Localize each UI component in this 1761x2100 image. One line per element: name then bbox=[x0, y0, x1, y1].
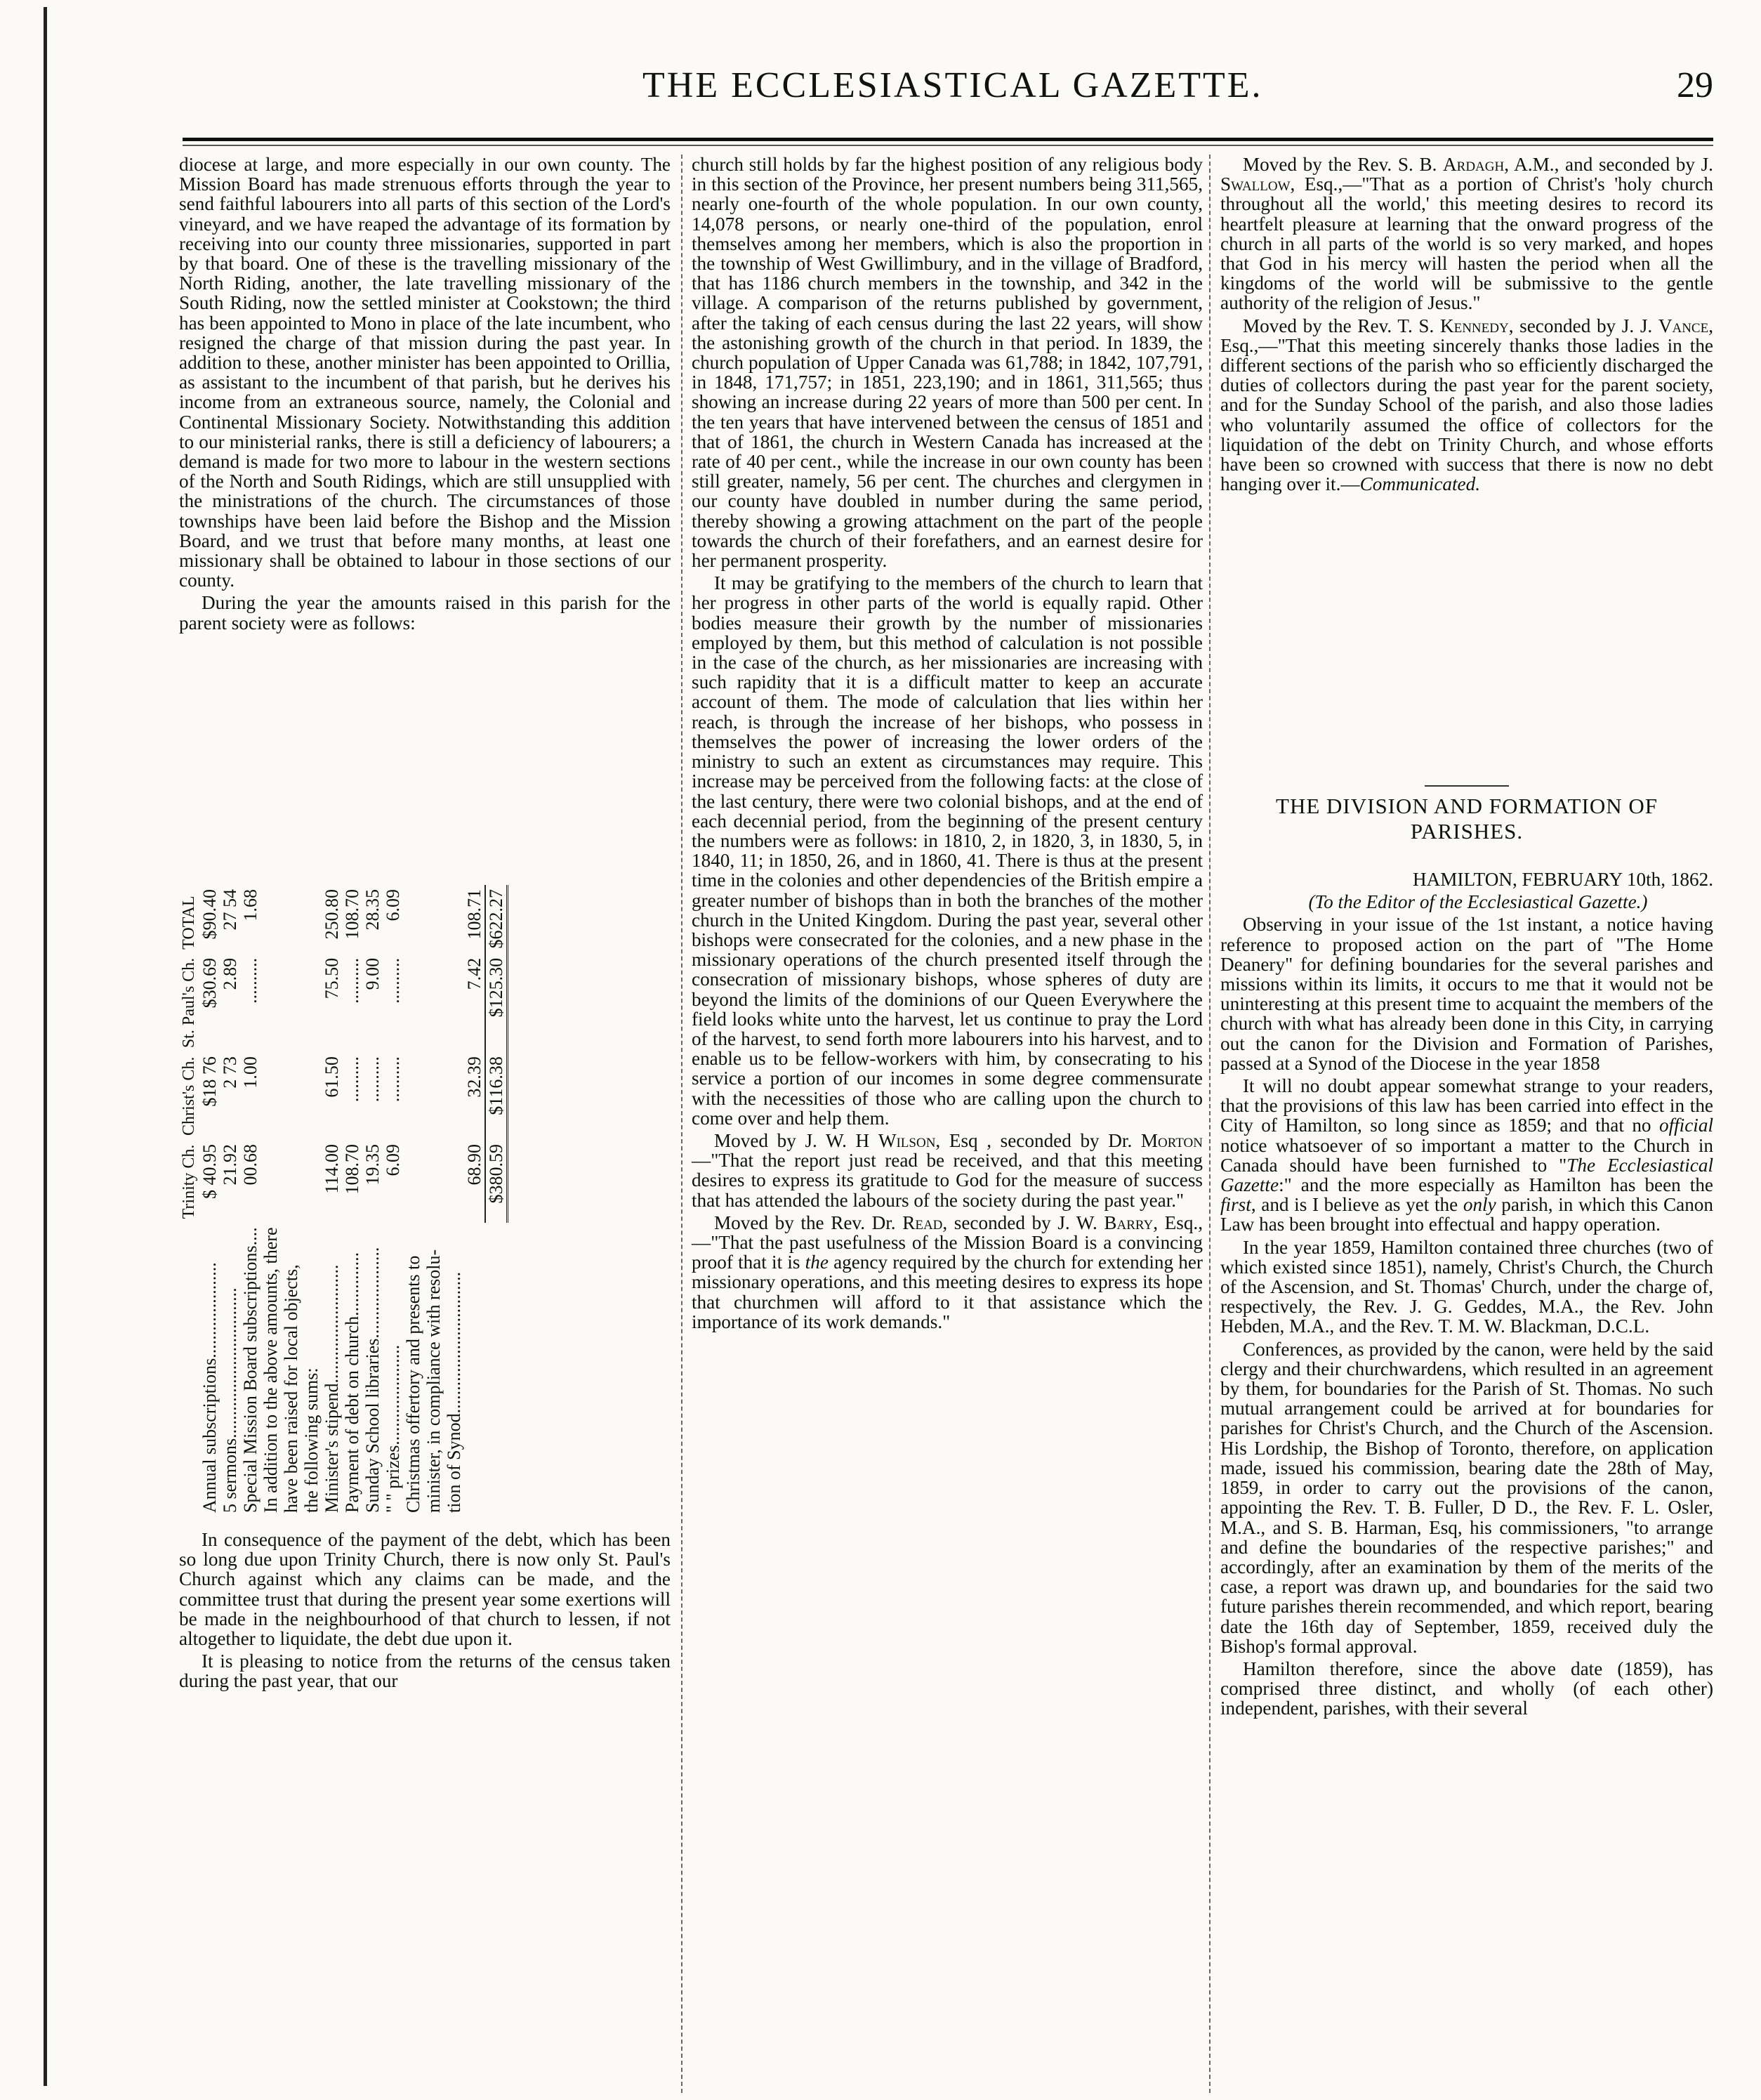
column-separator bbox=[681, 155, 682, 2093]
table-row bbox=[301, 885, 322, 1517]
cell: 6.09 bbox=[383, 1143, 403, 1176]
table-header: Christ's Ch. bbox=[180, 1056, 198, 1136]
running-title: THE ECCLESIASTICAL GAZETTE. bbox=[642, 65, 1263, 105]
section-title: THE DIVISION AND FORMATION OF PARISHES. bbox=[1276, 794, 1658, 844]
cell bbox=[403, 1052, 423, 1140]
row-label: tion of Synod............................... bbox=[444, 1271, 464, 1513]
total-cell: $125.30 bbox=[485, 954, 508, 1052]
paragraph: diocese at large, and more especially in our own county. The Mission Board has made strenuous efforts through the year to send faithful labourers into all parts of this section of the Lord's vineyard, and we have reaped the advantage of its formation by receiving into our county three missionaries, supported in part by that board. One of these is the travelling missionary of the North Riding, another, the late travelling missionary of the South Riding, now the settled minister at Cookstown; the third has been appointed to Mono in place of the late incumbent, who resigned the charge of that mission during the past year. In addition to these, another minister has been appointed to Orillia, as assistant to the incumbent of that parish, but he derives his income from an extraneous source, namely, the Colonial and Continental Missionary Society. Notwithstanding this addition to our ministerial ranks, there is still a deficiency of labourers; a demand is made for two more to labour in the western sections of the North and South Ridings, which are still unsupplied with the ministrations of the church. The circumstances of those townships have been laid before the Bishop and the Mission Board, and we trust that before many months, at least one missionary shall be obtained to labour in those sections of our county. bbox=[179, 154, 671, 591]
table-row bbox=[464, 885, 485, 1517]
row-label: Sunday School libraries.................... bbox=[362, 1247, 383, 1513]
column-separator bbox=[1209, 155, 1211, 2093]
cell: 61.50 bbox=[322, 1056, 342, 1098]
cell: 32.39 bbox=[464, 1056, 484, 1098]
row-label: the following sums: bbox=[301, 1367, 322, 1513]
row-label: Payment of debt on church.............. bbox=[342, 1252, 362, 1513]
table-header: St. Paul's Ch. bbox=[180, 957, 198, 1049]
cell: $90.40 bbox=[199, 889, 220, 940]
cell bbox=[403, 1140, 423, 1223]
cell: 27 54 bbox=[220, 889, 240, 931]
total-cell: $116.38 bbox=[485, 1052, 508, 1140]
total-cell: $380.59 bbox=[485, 1140, 508, 1223]
row-label: have been raised for local objects, bbox=[281, 1264, 301, 1513]
cell: 21.92 bbox=[220, 1143, 240, 1186]
cell: .......... bbox=[383, 957, 403, 1004]
cell: .......... bbox=[362, 1056, 383, 1103]
cell: 19.35 bbox=[362, 1143, 383, 1186]
row-label: 5 sermons................................. bbox=[220, 1287, 240, 1513]
dateline: HAMILTON, FEBRUARY 10th, 1862. bbox=[1412, 869, 1713, 890]
subscriptions-table bbox=[179, 885, 671, 1517]
cell: 00.68 bbox=[240, 1143, 260, 1186]
page-header bbox=[183, 65, 1713, 114]
paragraph: In consequence of the payment of the debt, which has been so long due upon Trinity Church, there is now only St. Paul's Church against which any claims can be made, and the committee trust that during the present year some exertions will be made in the neighbourhood of that church to lessen, if not altogether to liquidate, the debt due upon it. bbox=[179, 1529, 671, 1650]
paragraph: It will no doubt appear somewhat strange to your readers, that the provisions of this law has been carried into effect in the City of Hamilton, so long since as 1859; and that no official notice whatsoever of so important a matter to the Church in Canada should have been furnished to "The Ecclesiastical Gazette:" and the more especially as Hamilton has been the first, and is I believe as yet the only parish, in which this Canon Law has been brought into effectual and happy operation. bbox=[1220, 1075, 1713, 1235]
cell: 28.35 bbox=[362, 889, 383, 931]
table-row bbox=[444, 885, 464, 1517]
cell bbox=[403, 954, 423, 1052]
table-row bbox=[260, 885, 281, 1517]
row-label: In addition to the above amounts, there bbox=[260, 1227, 281, 1513]
paragraph: It may be gratifying to the members of the church to learn that her progress in other parts of the world is equally rapid. Other bodies measure their growth by the number of missionaries employed by them, but this method of calculation is not possible in the case of the church, as her missionaries are increasing with such rapidity that it is a difficult matter to keep an accurate account of them. The mode of calculation that lies within her reach, is through the increase of her bishops, who possess in themselves the power of increasing the lower orders of the ministry to such an extent as circumstances may require. This increase may be perceived from the following facts: at the close of the last century, there were two colonial bishops, and at the end of each decennial period, from the beginning of the present century the numbers were as follows: in 1810, 2, in 1820, 3, in 1830, 5, in 1840, 11; in 1850, 26, and in 1860, 41. There is thus at the present time in the colonies and other dependencies of the British empire a greater number of bishops than in both the branches of the mother church in the United Kingdom. During the past year, several other bishops were consecrated for the colonies, and a new phase in the missionary operations of the church presented itself through the consecration of missionary bishops, whose spheres of duty are beyond the limits of the dominions of our Queen Everywhere the field looks white unto the harvest, let us continue to pray the Lord of the harvest, to send forth more labourers into his harvest, and to enable us to be fellow-workers with him, by consecrating to his service a portion of our incomes in some degree commensurate with the necessities of those who are calling upon the church to come over and help them. bbox=[692, 572, 1203, 1129]
column-1 bbox=[179, 155, 671, 636]
cell bbox=[403, 885, 423, 954]
cell: 108.70 bbox=[342, 1143, 362, 1195]
cell: 2.89 bbox=[220, 957, 240, 990]
table-header: Trinity Ch. bbox=[180, 1144, 198, 1219]
table-row bbox=[281, 885, 301, 1517]
cell: .......... bbox=[240, 957, 260, 1004]
paragraph: Moved by the Rev. S. B. Ardagh, A.M., and seconded by J. Swallow, Esq.,—"That as a portion of Christ's 'holy church throughout all the world,' this meeting desires to record its heartfelt pleasure at learning that the onward progress of the church in all parts of the world is so very marked, and hopes that God in his mercy will hasten the period when all the kingdoms of the world will be submissive to the gentle authority of the religion of Jesus." bbox=[1220, 154, 1713, 314]
row-label: Special Mission Board subscriptions.... bbox=[240, 1227, 260, 1513]
table-row bbox=[322, 885, 342, 1517]
table-row bbox=[342, 885, 362, 1517]
column-2 bbox=[692, 155, 1203, 1334]
cell: 2 73 bbox=[220, 1056, 240, 1089]
cell: .......... bbox=[383, 1056, 403, 1103]
cell: $18 76 bbox=[199, 1056, 220, 1107]
paragraph: Hamilton therefore, since the above date (1859), has comprised three distinct, and wholly (of each other) independent, parishes, with their several bbox=[1220, 1658, 1713, 1719]
cell: .......... bbox=[342, 1056, 362, 1103]
paragraph: Moved by the Rev. T. S. Kennedy, seconded by J. J. Vance, Esq.,—"That this meeting sincerely thanks those ladies in the different sections of the parish who so efficiently discharged the duties of collectors during the past year for the parent society, and for the Sunday School of the parish, and also those ladies who voluntarily assumed the office of collectors for the liquidation of the debt on Trinity Church, and whose efforts have been so crowned with success that there is now no debt hanging over it.—Communicated. bbox=[1220, 315, 1714, 495]
row-label: Minister's stipend.......................... bbox=[322, 1264, 342, 1513]
table-row bbox=[220, 885, 240, 1517]
row-label bbox=[464, 1223, 485, 1517]
cell: $ 40.95 bbox=[199, 1143, 220, 1199]
paragraph: Moved by J. W. H Wilson, Esq , seconded by Dr. Morton—"That the report just read be received, and that this meeting desires to express its gratitude to God for the measure of success that has attended the labours of the society during the past year." bbox=[692, 1129, 1203, 1211]
cell: .......... bbox=[342, 957, 362, 1004]
cell: 9.00 bbox=[362, 957, 383, 990]
cell: $30.69 bbox=[199, 957, 220, 1009]
table-header-blank bbox=[179, 1223, 199, 1517]
table-row-total bbox=[485, 885, 508, 1517]
column-3 bbox=[1220, 155, 1713, 497]
table-row bbox=[423, 885, 444, 1517]
paragraph: church still holds by far the highest position of any religious body in this section of the Province, her present numbers being 311,565, nearly one-fourth of the whole population. In our own county, 14,078 persons, or nearly one-third of the population, enrol themselves among her members, which is also the proportion in the township of West Gwillimbury, and in the village of Bradford, that has 1186 church members in the township, and 342 in the village. A comparison of the returns published by government, after the taking of each census during the last 22 years, will show the astonishing growth of the church in that period. In 1839, the church population of Upper Canada was 61,788; in 1842, 107,791, in 1848, 171,757; in 1851, 223,190; and in 1861, 311,565; thus showing an increase during 22 years of more than 500 per cent. In the ten years that have intervened between the census of 1851 and that of 1861, the church in Western Canada has increased at the rate of 40 per cent., while the increase in our own county has been still greater, namely, 56 per cent. The churches and clergymen in our county have doubled in number during the same period, thereby showing a growing attachment on the part of the people towards the church of their forefathers, and an earnest desire for her permanent prosperity. bbox=[692, 154, 1203, 572]
cell: 68.90 bbox=[464, 1143, 484, 1186]
table-row bbox=[403, 885, 423, 1517]
section-rule bbox=[1425, 785, 1509, 787]
column-1-lower bbox=[179, 1530, 671, 1694]
cell: 1.68 bbox=[240, 889, 260, 921]
paragraph: In the year 1859, Hamilton contained three churches (two of which existed since 1851), namely, Christ's Church, the Church of the Ascension, and St. Thomas' Church, under the charge of, respectively, the Rev. J. G. Geddes, M.A., the Rev. John Hebden, M.A., and the Rev. T. M. W. Blackman, D.C.L. bbox=[1220, 1236, 1713, 1337]
editor-note: (To the Editor of the Ecclesiastical Gazette.) bbox=[1308, 891, 1648, 913]
row-label: Annual subscriptions..................... bbox=[199, 1262, 220, 1513]
cell: 7.42 bbox=[464, 957, 484, 990]
table-row bbox=[240, 885, 260, 1517]
column-3-lower bbox=[1220, 869, 1713, 1721]
cell: 75.50 bbox=[322, 957, 342, 999]
table-row bbox=[383, 885, 403, 1517]
paragraph: Observing in your issue of the 1st instant, a notice having reference to proposed action on the part of "The Home Deanery" for defining boundaries for the several parishes and missions within its limits, it occurs to me that it would not be uninteresting at this present time to acquaint the members of the church with what has already been done in this City, in carrying out the canon for the Division and Formation of Parishes, passed at a Synod of the Diocese in the year 1858 bbox=[1220, 914, 1713, 1074]
section-heading bbox=[1220, 785, 1713, 844]
paragraph: Conferences, as provided by the canon, were held by the said clergy and their churchwardens, which resulted in an agreement by them, for boundaries for the Parish of St. Thomas. No such mutual arrangement could be arrived at for boundaries for parishes for Christ's Church, and the Church of the Ascension. His Lordship, the Bishop of Toronto, therefore, on application made, issued his commission, bearing date the 28th of May, 1859, in order to carry out the provisions of the canon, appointing the Rev. T. B. Fuller, D D., the Rev. F. L. Osler, M.A., and S. B. Harman, Esq, his commissioners, "to arrange and define the boundaries of the respective parishes;" and accordingly, after an examination by them of the merits of the case, a report was drawn up, and boundaries for the said two future parishes therein recommended, and which report, bearing date the 16th day of September, 1859, received duly the Bishop's formal approval. bbox=[1220, 1338, 1713, 1657]
table-row bbox=[199, 885, 220, 1517]
cell: 108.71 bbox=[464, 889, 484, 940]
paragraph: During the year the amounts raised in this parish for the parent society were as follows: bbox=[179, 592, 671, 634]
margin-rule bbox=[44, 7, 47, 2086]
cell: 250.80 bbox=[322, 889, 342, 940]
header-rule bbox=[183, 138, 1713, 141]
page-number: 29 bbox=[1677, 65, 1713, 105]
row-label: Christmas offertory and presents to bbox=[403, 1255, 423, 1513]
row-label: minister, in compliance with resolu- bbox=[423, 1249, 444, 1513]
table-row bbox=[362, 885, 383, 1517]
cell: 108.70 bbox=[342, 889, 362, 940]
paragraph: Moved by the Rev. Dr. Read, seconded by J. W. Barry, Esq.,—"That the past usefulness of the Mission Board is a convincing proof that it is the agency required by the church for extending her missionary operations, and this meeting desires to express its hope that churchmen will afford to it that assistance which the importance of its work demands." bbox=[692, 1212, 1203, 1332]
cell: 6.09 bbox=[383, 889, 403, 921]
header-rule-thin bbox=[183, 145, 1713, 146]
cell: 1.00 bbox=[240, 1056, 260, 1089]
row-label: " " prizes...................... bbox=[383, 1344, 403, 1513]
total-cell: $622.27 bbox=[485, 885, 508, 954]
paragraph: It is pleasing to notice from the returns of the census taken during the past year, that our bbox=[179, 1651, 671, 1692]
table-header: TOTAL bbox=[180, 895, 198, 950]
cell: 114.00 bbox=[322, 1143, 342, 1194]
